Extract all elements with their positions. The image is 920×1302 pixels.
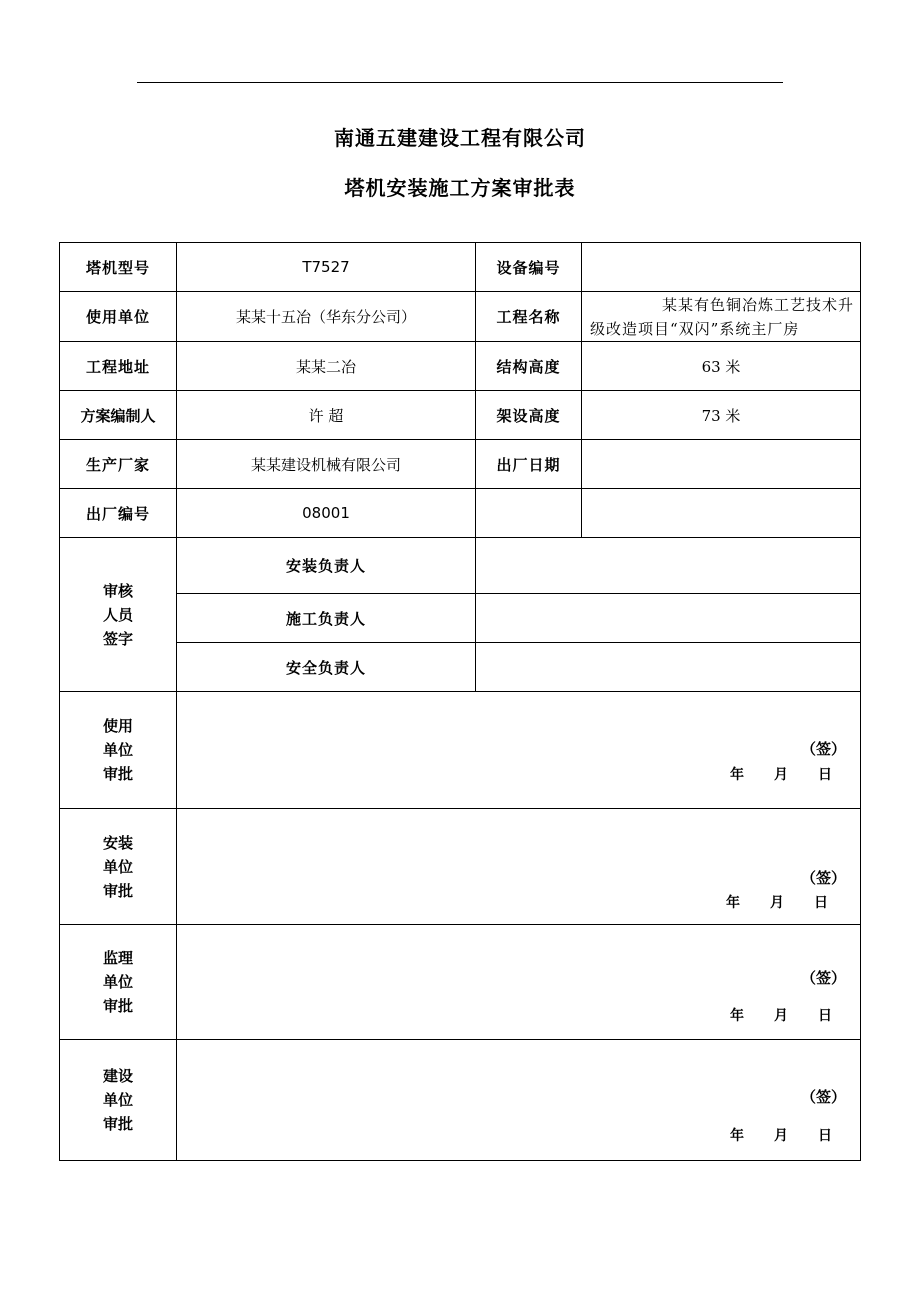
review-label-line2: 人员	[102, 605, 133, 624]
equip-no-value[interactable]	[582, 243, 861, 292]
serial-label: 出厂编号	[60, 489, 177, 538]
approval-label-line: 安装	[102, 833, 133, 852]
safety-lead-label: 安全负责人	[177, 643, 476, 692]
approval-label-line: 使用	[102, 717, 133, 735]
row-user-approval	[60, 692, 861, 809]
project-name-line1: 某某有色铜冶炼工艺技术升	[661, 295, 854, 314]
sign-mark: （签）	[800, 969, 846, 987]
row-address	[60, 342, 861, 391]
date-month: 月	[770, 895, 784, 911]
review-label-line1: 审核	[102, 581, 133, 600]
model-label: 塔机型号	[60, 243, 177, 292]
approval-label-line: 单位	[102, 857, 133, 876]
project-name-label: 工程名称	[476, 292, 582, 342]
approval-label-line: 审批	[102, 1115, 133, 1133]
date-year: 年	[726, 895, 740, 911]
serial-value[interactable]: 08001	[177, 489, 476, 538]
address-value[interactable]: 某某二冶	[177, 342, 476, 391]
row-serial	[60, 489, 861, 538]
empty-cell	[582, 489, 861, 538]
date-month: 月	[774, 1128, 788, 1144]
form-title: 塔机安装施工方案审批表	[344, 176, 576, 200]
sign-date	[730, 1005, 832, 1025]
date-year: 年	[730, 767, 744, 783]
review-signers-label	[60, 538, 177, 692]
approval-form-table	[59, 242, 861, 1161]
row-planner	[60, 391, 861, 440]
owner-approval-area[interactable]	[177, 1040, 861, 1161]
date-day: 日	[818, 1008, 832, 1024]
project-name-value[interactable]	[582, 292, 861, 342]
construction-lead-label: 施工负责人	[177, 594, 476, 643]
empty-cell	[476, 489, 582, 538]
install-lead-signature[interactable]	[476, 538, 861, 594]
user-unit-label: 使用单位	[60, 292, 177, 342]
date-day: 日	[814, 895, 828, 911]
date-month: 月	[774, 767, 788, 783]
struct-height-value[interactable]: 63 米	[582, 342, 861, 391]
date-day: 日	[818, 767, 832, 783]
approval-label-line: 监理	[102, 949, 133, 967]
approval-label-line: 单位	[102, 973, 133, 991]
user-unit-value[interactable]: 某某十五冶（华东分公司）	[177, 292, 476, 342]
sign-date	[730, 1125, 832, 1145]
struct-height-label: 结构高度	[476, 342, 582, 391]
erect-height-label: 架设高度	[476, 391, 582, 440]
address-label: 工程地址	[60, 342, 177, 391]
approval-label-line: 审批	[102, 765, 133, 783]
company-title: 南通五建建设工程有限公司	[334, 126, 586, 150]
sign-mark: （签）	[800, 740, 846, 758]
row-maker	[60, 440, 861, 489]
user-approval-area[interactable]	[177, 692, 861, 809]
sign-mark: （签）	[800, 869, 846, 887]
equip-no-label: 设备编号	[476, 243, 582, 292]
construction-lead-signature[interactable]	[476, 594, 861, 643]
maker-label: 生产厂家	[60, 440, 177, 489]
planner-value[interactable]: 许 超	[177, 391, 476, 440]
review-label-line3: 签字	[102, 629, 133, 648]
approval-label-line: 建设	[102, 1067, 133, 1085]
date-day: 日	[818, 1128, 832, 1144]
supervision-approval-label	[60, 925, 177, 1040]
date-label: 出厂日期	[476, 440, 582, 489]
approval-label-line: 审批	[102, 997, 133, 1015]
model-value[interactable]: T7527	[177, 243, 476, 292]
date-year: 年	[730, 1128, 744, 1144]
header-rule	[137, 82, 783, 83]
sign-mark: （签）	[800, 1088, 846, 1106]
row-construction-lead	[60, 594, 861, 643]
install-approval-label	[60, 809, 177, 925]
planner-label: 方案编制人	[60, 391, 177, 440]
row-supervision-approval	[60, 925, 861, 1040]
project-name-line2: 级改造项目“双闪”系统主厂房	[590, 319, 800, 338]
row-install-approval	[60, 809, 861, 925]
approval-label-line: 单位	[102, 1091, 133, 1109]
sign-date	[726, 892, 828, 912]
row-user-unit	[60, 292, 861, 342]
date-month: 月	[774, 1008, 788, 1024]
approval-label-line: 审批	[102, 881, 133, 900]
sign-date	[730, 764, 832, 784]
supervision-approval-area[interactable]	[177, 925, 861, 1040]
install-approval-area[interactable]	[177, 809, 861, 925]
user-approval-label	[60, 692, 177, 809]
maker-value[interactable]: 某某建设机械有限公司	[177, 440, 476, 489]
erect-height-value[interactable]: 73 米	[582, 391, 861, 440]
row-model	[60, 243, 861, 292]
row-safety-lead	[60, 643, 861, 692]
approval-label-line: 单位	[102, 741, 133, 759]
install-lead-label: 安装负责人	[177, 538, 476, 594]
row-owner-approval	[60, 1040, 861, 1161]
date-value[interactable]	[582, 440, 861, 489]
date-year: 年	[730, 1008, 744, 1024]
safety-lead-signature[interactable]	[476, 643, 861, 692]
owner-approval-label	[60, 1040, 177, 1161]
row-install-lead	[60, 538, 861, 594]
